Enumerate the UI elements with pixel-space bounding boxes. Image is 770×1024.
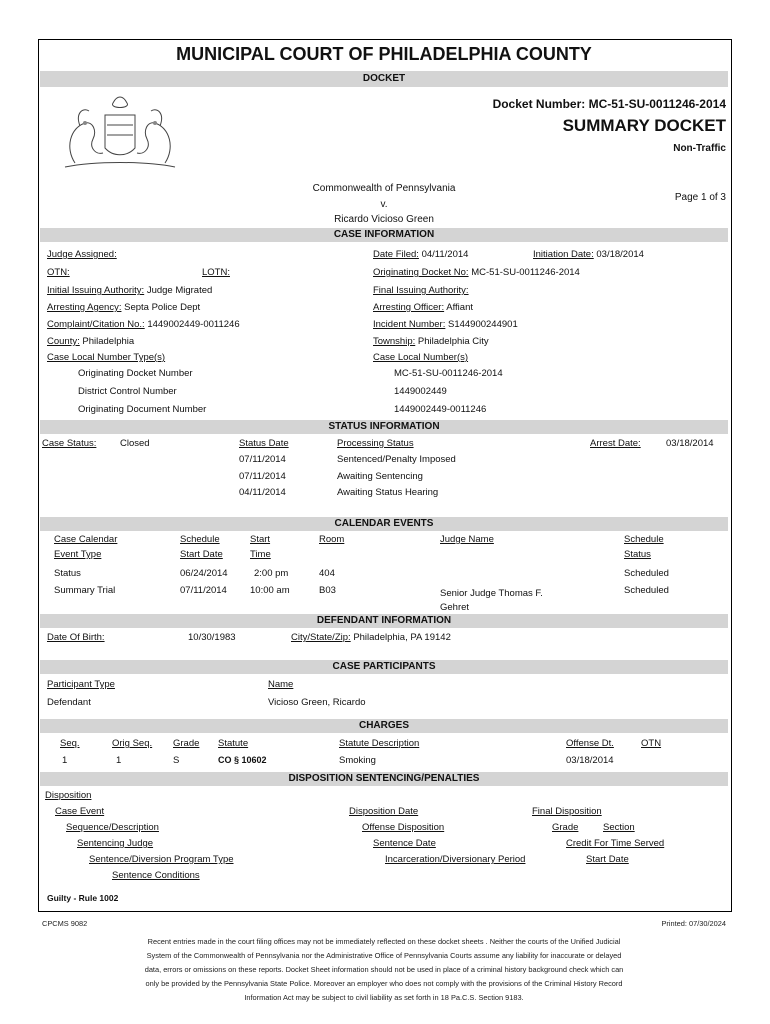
sentence-conditions-header: Sentence Conditions	[112, 870, 200, 881]
defendant-information-bar: DEFENDANT INFORMATION	[40, 614, 728, 628]
charges-header-grade: Grade	[173, 738, 200, 749]
local-number: MC-51-SU-0011246-2014	[394, 368, 503, 379]
processing-status-header: Processing Status	[337, 438, 414, 449]
disclaimer-line: Information Act may be subject to civil liability as set forth in 18 Pa.C.S. Section 9183.	[244, 993, 524, 1002]
arrest-date-value: 03/18/2014	[666, 438, 714, 449]
disposition-date-header: Disposition Date	[349, 806, 419, 817]
sentence-date-header: Sentence Date	[373, 838, 436, 849]
county: County: Philadelphia	[47, 336, 135, 347]
calendar-header-event: Case Calendar	[54, 534, 118, 545]
case-status-label: Case Status:	[42, 438, 97, 449]
calendar-row-judge: Gehret	[440, 602, 470, 613]
docket-bar: DOCKET	[40, 71, 728, 87]
charge-description: Smoking	[339, 755, 376, 766]
township: Township: Philadelphia City	[373, 336, 489, 347]
local-number-type-header: Case Local Number Type(s)	[47, 352, 166, 363]
charge-grade: S	[173, 755, 180, 766]
final-issuing-authority-label: Final Issuing Authority:	[373, 285, 469, 296]
incarceration-period-header: Incarceration/Diversionary Period	[385, 854, 526, 865]
participant-name: Vicioso Green, Ricardo	[268, 697, 366, 708]
calendar-header-event: Event Type	[54, 549, 102, 560]
grade-header: Grade	[552, 822, 579, 833]
otn-label: OTN:	[47, 267, 70, 278]
court-title: MUNICIPAL COURT OF PHILADELPHIA COUNTY	[176, 44, 592, 64]
calendar-row-type: Status	[54, 568, 81, 579]
calendar-row-status: Scheduled	[624, 585, 669, 596]
disclaimer-line: System of the Commonwealth of Pennsylvania nor the Administrative Office of Pennsylvania Courts assume any liability for inaccurate or delayed	[146, 951, 622, 960]
local-number-type: Originating Document Number	[78, 404, 207, 415]
disposition-result: Guilty - Rule 1002	[47, 893, 119, 903]
offense-disposition-header: Offense Disposition	[362, 822, 445, 833]
calendar-header-judge: Judge Name	[440, 534, 494, 545]
initiation-date: Initiation Date: 03/18/2014	[533, 249, 644, 260]
case-participants-bar: CASE PARTICIPANTS	[40, 660, 728, 674]
calendar-header-start: Time	[250, 549, 271, 560]
status-row-date: 07/11/2014	[239, 471, 286, 482]
complaint-number: Complaint/Citation No.: 1449002449-0011246	[47, 319, 240, 330]
status-row-status: Sentenced/Penalty Imposed	[337, 454, 456, 465]
calendar-header-status: Schedule	[624, 534, 664, 545]
calendar-header-status: Status	[624, 549, 651, 560]
traffic-type: Non-Traffic	[673, 143, 726, 154]
judge-assigned-label: Judge Assigned:	[47, 249, 117, 260]
case-information-bar: CASE INFORMATION	[40, 228, 728, 242]
arresting-agency: Arresting Agency: Septa Police Dept	[47, 302, 201, 313]
charge-orig-seq: 1	[116, 755, 122, 766]
charges-header-statute: Statute	[218, 738, 249, 749]
status-row-status: Awaiting Sentencing	[337, 471, 423, 482]
calendar-row-status: Scheduled	[624, 568, 669, 579]
credit-time-header: Credit For Time Served	[566, 838, 665, 849]
disclaimer-line: Recent entries made in the court filing offices may not be immediately reflected on these docket sheets . Neither the courts of the Unified Judicial	[147, 937, 621, 946]
dob-label: Date Of Birth:	[47, 632, 105, 643]
calendar-header-schedule: Schedule	[180, 534, 220, 545]
case-status-value: Closed	[120, 438, 150, 449]
arresting-officer: Arresting Officer: Affiant	[373, 302, 473, 313]
sentence-program-type-header: Sentence/Diversion Program Type	[89, 854, 234, 865]
charges-header-description: Statute Description	[339, 738, 420, 749]
participant-type-header: Participant Type	[47, 679, 115, 690]
calendar-row-time: 10:00 am	[250, 585, 290, 596]
originating-docket: Originating Docket No: MC-51-SU-0011246-2014	[373, 267, 580, 278]
local-number-header: Case Local Number(s)	[373, 352, 469, 363]
charges-bar: CHARGES	[40, 719, 728, 733]
disposition-header: Disposition	[45, 790, 92, 801]
sequence-description-header: Sequence/Description	[66, 822, 159, 833]
status-row-status: Awaiting Status Hearing	[337, 487, 439, 498]
charges-header-offense-date: Offense Dt.	[566, 738, 614, 749]
plaintiff: Commonwealth of Pennsylvania	[312, 183, 456, 194]
charge-statute: CO § 10602	[218, 755, 267, 765]
local-number: 1449002449	[394, 386, 447, 397]
page-indicator: Page 1 of 3	[674, 192, 726, 203]
summary-docket-title: SUMMARY DOCKET	[562, 116, 726, 135]
disposition-bar: DISPOSITION SENTENCING/PENALTIES	[40, 772, 728, 786]
calendar-row-date: 07/11/2014	[180, 585, 227, 596]
section-header: Section	[603, 822, 635, 833]
charges-header-orig-seq: Orig Seq.	[112, 738, 153, 749]
final-disposition-header: Final Disposition	[532, 806, 602, 817]
city-state-zip: City/State/Zip: Philadelphia, PA 19142	[291, 632, 451, 643]
status-row-date: 07/11/2014	[239, 454, 286, 465]
disclaimer-line: data, errors or omissions on these reports. Docket Sheet information should not be used in place of a criminal history background check which can	[144, 965, 624, 974]
calendar-row-date: 06/24/2014	[180, 568, 228, 579]
local-number-type: District Control Number	[78, 386, 177, 397]
calendar-row-type: Summary Trial	[54, 585, 116, 596]
calendar-header-start: Start	[250, 534, 271, 545]
initial-issuing-authority: Initial Issuing Authority: Judge Migrated	[47, 285, 213, 296]
defendant-name: Ricardo Vicioso Green	[334, 214, 434, 225]
calendar-row-room: 404	[319, 568, 335, 579]
arrest-date-label: Arrest Date:	[590, 438, 641, 449]
charge-offense-date: 03/18/2014	[566, 755, 614, 766]
participant-name-header: Name	[268, 679, 294, 690]
lotn-label: LOTN:	[202, 267, 230, 278]
incident-number: Incident Number: S144900244901	[373, 319, 518, 330]
status-row-date: 04/11/2014	[239, 487, 286, 498]
local-number-type: Originating Docket Number	[78, 368, 193, 379]
case-event-header: Case Event	[55, 806, 105, 817]
calendar-header-schedule: Start Date	[180, 549, 223, 560]
charges-header-otn: OTN	[641, 738, 662, 749]
charge-seq: 1	[62, 755, 68, 766]
calendar-row-room: B03	[319, 585, 336, 596]
docket-number: Docket Number: MC-51-SU-0011246-2014	[492, 97, 726, 111]
start-date-header: Start Date	[586, 854, 629, 865]
participant-type: Defendant	[47, 697, 91, 708]
charges-header-seq: Seq.	[60, 738, 80, 749]
calendar-header-room: Room	[319, 534, 345, 545]
calendar-row-time: 2:00 pm	[254, 568, 289, 579]
status-information-bar: STATUS INFORMATION	[40, 420, 728, 434]
local-number: 1449002449-0011246	[394, 404, 487, 415]
date-filed: Date Filed: 04/11/2014	[373, 249, 469, 260]
sentencing-judge-header: Sentencing Judge	[77, 838, 154, 849]
printed-date: Printed: 07/30/2024	[661, 919, 726, 928]
dob-value: 10/30/1983	[188, 632, 236, 643]
versus: v.	[380, 199, 388, 210]
calendar-row-judge: Senior Judge Thomas F.	[440, 588, 543, 599]
calendar-events-bar: CALENDAR EVENTS	[40, 517, 728, 531]
seal-icon	[55, 93, 185, 173]
form-number: CPCMS 9082	[42, 919, 88, 928]
disclaimer-line: only be provided by the Pennsylvania State Police. Moreover an employer who does not comply with the provisions of the Criminal History Record	[145, 979, 623, 988]
status-date-header: Status Date	[239, 438, 289, 449]
